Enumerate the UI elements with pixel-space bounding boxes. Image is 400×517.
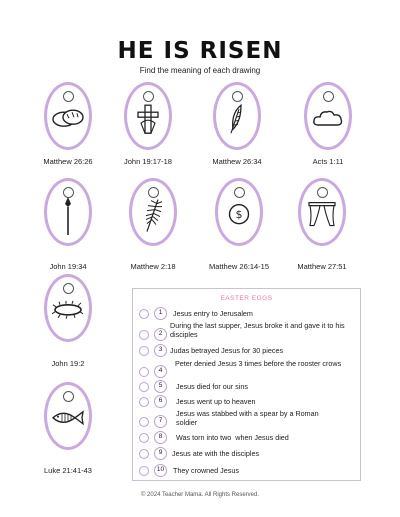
cross-icon <box>135 103 161 135</box>
answer-circle[interactable] <box>139 466 149 476</box>
hang-hole <box>148 187 159 198</box>
item-text: Judas betrayed Jesus for 30 pieces <box>170 346 284 355</box>
item-number: 6 <box>154 395 167 408</box>
item-text: They crowned Jesus <box>173 466 239 475</box>
answer-circle[interactable] <box>139 417 149 427</box>
panel-title: EASTER EGGS <box>220 295 273 302</box>
answer-circle[interactable] <box>139 449 149 459</box>
egg-card <box>44 178 92 246</box>
hang-hole <box>63 283 74 294</box>
egg-label: Luke 21:41-43 <box>44 466 92 475</box>
item-number: 5 <box>154 380 167 393</box>
egg-label: Matthew 26:34 <box>212 157 262 166</box>
cloud-icon <box>312 108 344 128</box>
egg-label: John 19:17-18 <box>124 157 172 166</box>
hang-hole <box>143 91 154 102</box>
egg-card <box>44 274 92 342</box>
item-text: Jesus died for our sins <box>176 382 248 391</box>
egg-label: Matthew 26:14-15 <box>208 262 270 271</box>
fish-icon <box>51 409 85 427</box>
answer-circle[interactable] <box>139 330 149 340</box>
feather-icon <box>227 103 247 135</box>
item-number: 9 <box>154 447 167 460</box>
answer-panel <box>132 288 361 481</box>
item-number: 7 <box>154 415 167 428</box>
coin-icon <box>228 203 250 225</box>
curtain-icon <box>308 202 336 228</box>
egg-card <box>213 82 261 150</box>
list-item <box>139 379 359 395</box>
list-item <box>139 463 359 479</box>
egg-label: Matthew 27:51 <box>297 262 347 271</box>
egg-label: Matthew 26:26 <box>43 157 93 166</box>
hang-hole <box>232 91 243 102</box>
bread-icon <box>51 107 85 129</box>
item-number: 3 <box>154 344 167 357</box>
hang-hole <box>63 91 74 102</box>
list-item <box>139 430 359 446</box>
item-text: Jesus ate with the disciples <box>172 449 260 458</box>
item-number: 1 <box>154 307 167 320</box>
item-text: Jesus entry to Jerusalem <box>173 309 253 318</box>
item-text: During the last supper, Jesus broke it and gave it to his disciples <box>170 321 345 339</box>
page-title: HE IS RISEN <box>117 38 283 64</box>
egg-card <box>298 178 346 246</box>
egg-card <box>129 178 177 246</box>
egg-label: Matthew 2:18 <box>130 262 176 271</box>
copyright-footer: © 2024 Teacher Mama. All Rights Reserved. <box>140 492 260 498</box>
spear-icon <box>63 196 73 236</box>
item-text: Jesus went up to heaven <box>176 397 256 406</box>
egg-card <box>44 82 92 150</box>
list-item <box>139 323 359 339</box>
page-subtitle: Find the meaning of each drawing <box>139 66 261 75</box>
egg-card <box>44 382 92 450</box>
item-text: Peter denied Jesus 3 times before the rooster crows <box>175 359 342 368</box>
answer-circle[interactable] <box>139 367 149 377</box>
list-item <box>139 410 359 426</box>
hang-hole <box>323 91 334 102</box>
egg-card <box>215 178 263 246</box>
answer-circle[interactable] <box>139 397 149 407</box>
item-number: 8 <box>154 431 167 444</box>
item-number: 10 <box>154 464 167 477</box>
egg-label: Acts 1:11 <box>312 157 344 166</box>
answer-circle[interactable] <box>139 382 149 392</box>
svg-text:$: $ <box>235 208 243 222</box>
item-text: Was torn into two when Jesus died <box>176 433 289 442</box>
list-item <box>139 343 359 359</box>
answer-circle[interactable] <box>139 433 149 443</box>
list-item <box>139 306 359 322</box>
answer-circle[interactable] <box>139 346 149 356</box>
hang-hole <box>63 391 74 402</box>
hang-hole <box>234 187 245 198</box>
list-item <box>139 360 359 376</box>
list-item <box>139 394 359 410</box>
palm-leaf-icon <box>142 198 164 234</box>
item-number: 4 <box>154 365 167 378</box>
egg-card <box>124 82 172 150</box>
item-number: 2 <box>154 328 167 341</box>
crown-of-thorns-icon <box>52 301 84 319</box>
list-item <box>139 446 359 462</box>
egg-label: John 19:34 <box>49 262 87 271</box>
answer-circle[interactable] <box>139 309 149 319</box>
hang-hole <box>317 187 328 198</box>
egg-label: John 19:2 <box>51 359 85 368</box>
item-text: Jesus was stabbed with a spear by a Roman soldier <box>176 409 319 427</box>
egg-card <box>304 82 352 150</box>
